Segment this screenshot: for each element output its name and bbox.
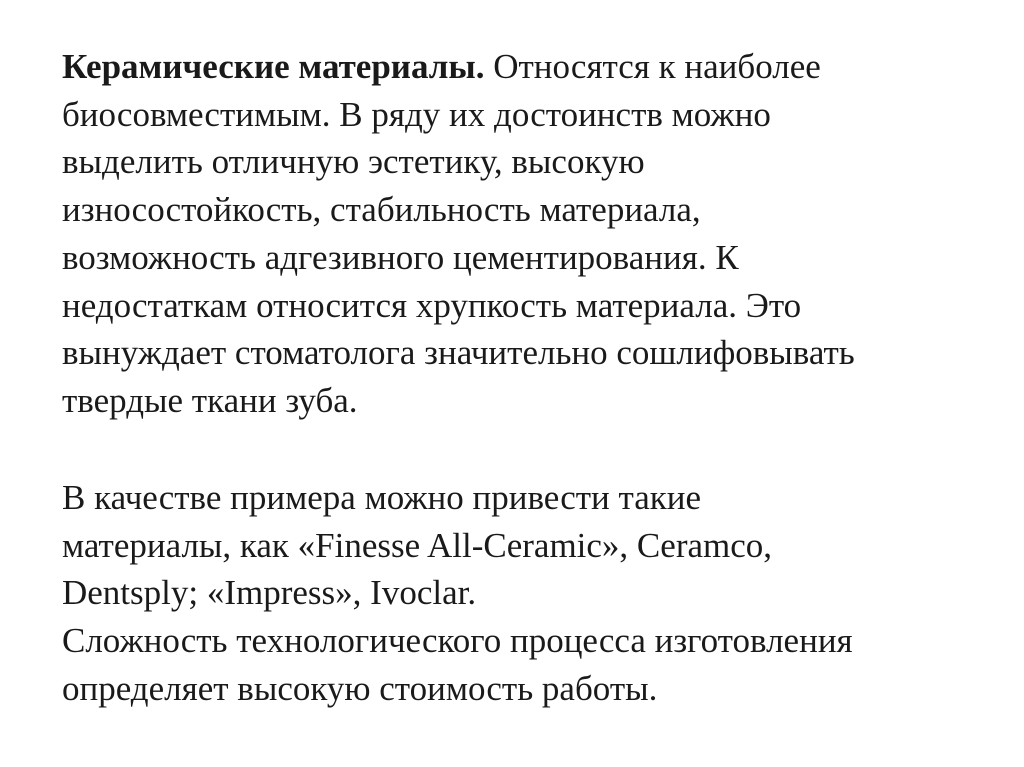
text-line: В качестве примера можно привести такие [62,478,702,517]
text-line [62,43,982,91]
text-line: определяет высокую стоимость работы. [62,668,658,708]
text-line: Dentsply; «Impress», Ivoclar. [62,573,477,613]
text-line: выделить отличную эстетику, высокую [62,142,645,182]
text-line: износостойкость, стабильность материала, [62,190,701,230]
text-line: биосовместимым. В ряду их достоинств можно [62,94,771,134]
examples-paragraph [62,474,982,713]
text-line: Сложность технологического процесса изготовления [62,621,853,661]
text-line: твердые ткани зуба. [62,380,358,420]
bold-heading: Керамические материалы. [62,47,485,86]
text-line: недостаткам относится хрупкость материала. Это [62,285,802,325]
text-line: материалы, как «Finesse All-Ceramic», Ceramco, [62,525,773,565]
ceramics-paragraph [62,43,982,425]
text-line-content: Относятся к наиболее [484,47,821,86]
text-line: вынуждает стоматолога значительно сошлифовывать [62,333,855,373]
text-line: возможность адгезивного цементирования. К [62,237,739,277]
